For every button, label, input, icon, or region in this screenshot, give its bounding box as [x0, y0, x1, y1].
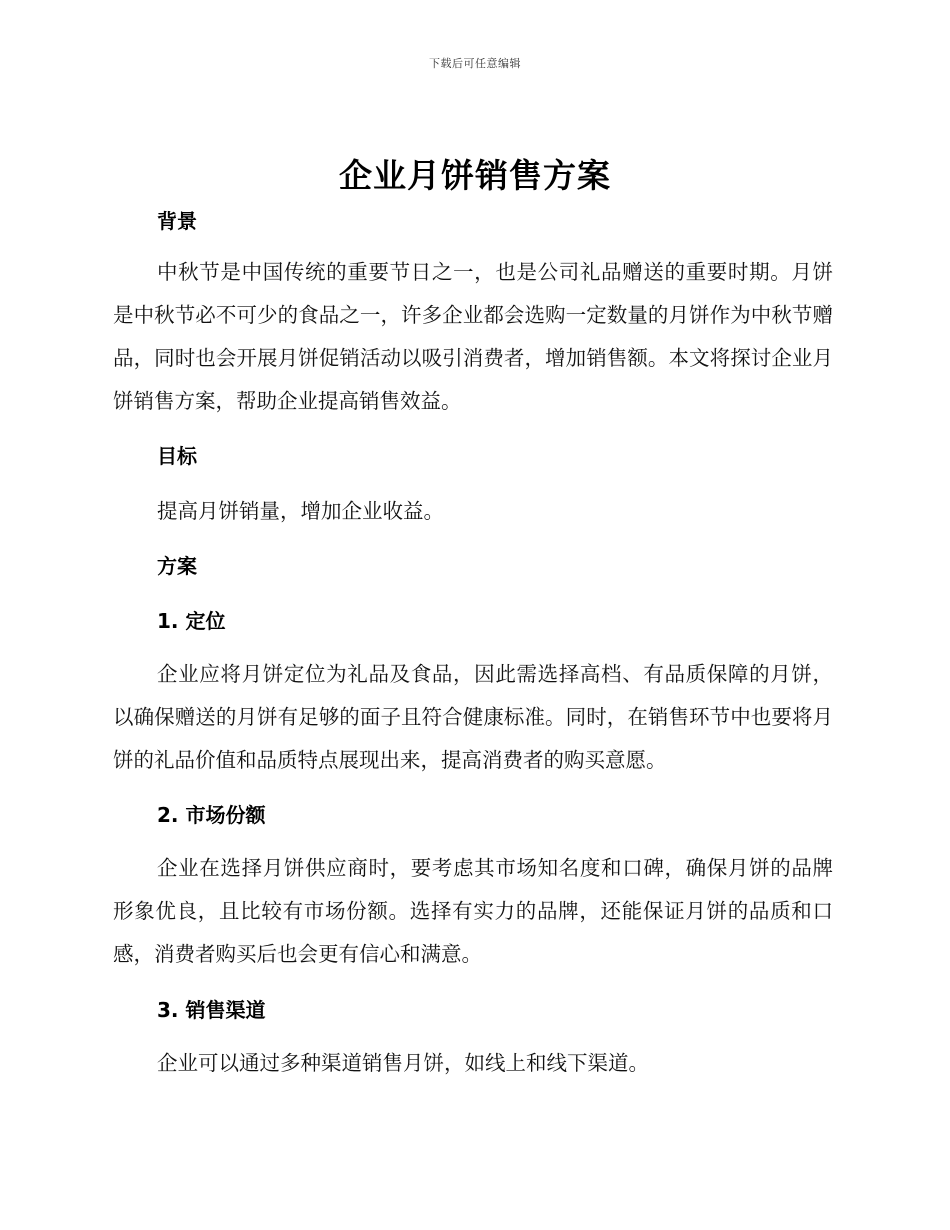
subheading-sales-channel: 3. 销售渠道 [157, 998, 266, 1022]
document-title: 企业月饼销售方案 [339, 156, 611, 195]
header-note: 下载后可任意编辑 [429, 57, 521, 70]
section-heading-plan: 方案 [157, 554, 197, 578]
subheading-positioning: 1. 定位 [157, 609, 226, 633]
paragraph-background: 中秋节是中国传统的重要节日之一，也是公司礼品赠送的重要时期。月饼是中秋节必不可少的食品之一，许多企业都会选购一定数量的月饼作为中秋节赠品，同时也会开展月饼促销活动以吸引消费者，增加销售额。本文将探讨企业月饼销售方案，帮助企业提高销售效益。 [113, 260, 833, 413]
paragraph-positioning: 企业应将月饼定位为礼品及食品，因此需选择高档、有品质保障的月饼，以确保赠送的月饼有足够的面子且符合健康标准。同时，在销售环节中也要将月饼的礼品价值和品质特点展现出来，提高消费者的购买意愿。 [113, 662, 833, 772]
paragraph-market-share: 企业在选择月饼供应商时，要考虑其市场知名度和口碑，确保月饼的品牌形象优良，且比较有市场份额。选择有实力的品牌，还能保证月饼的品质和口感，消费者购买后也会更有信心和满意。 [113, 856, 833, 966]
paragraph-sales-channel: 企业可以通过多种渠道销售月饼，如线上和线下渠道。 [157, 1051, 649, 1075]
section-heading-goal: 目标 [157, 444, 197, 468]
section-heading-background: 背景 [157, 209, 197, 233]
subheading-market-share: 2. 市场份额 [157, 803, 266, 827]
paragraph-goal: 提高月饼销量，增加企业收益。 [157, 499, 444, 523]
